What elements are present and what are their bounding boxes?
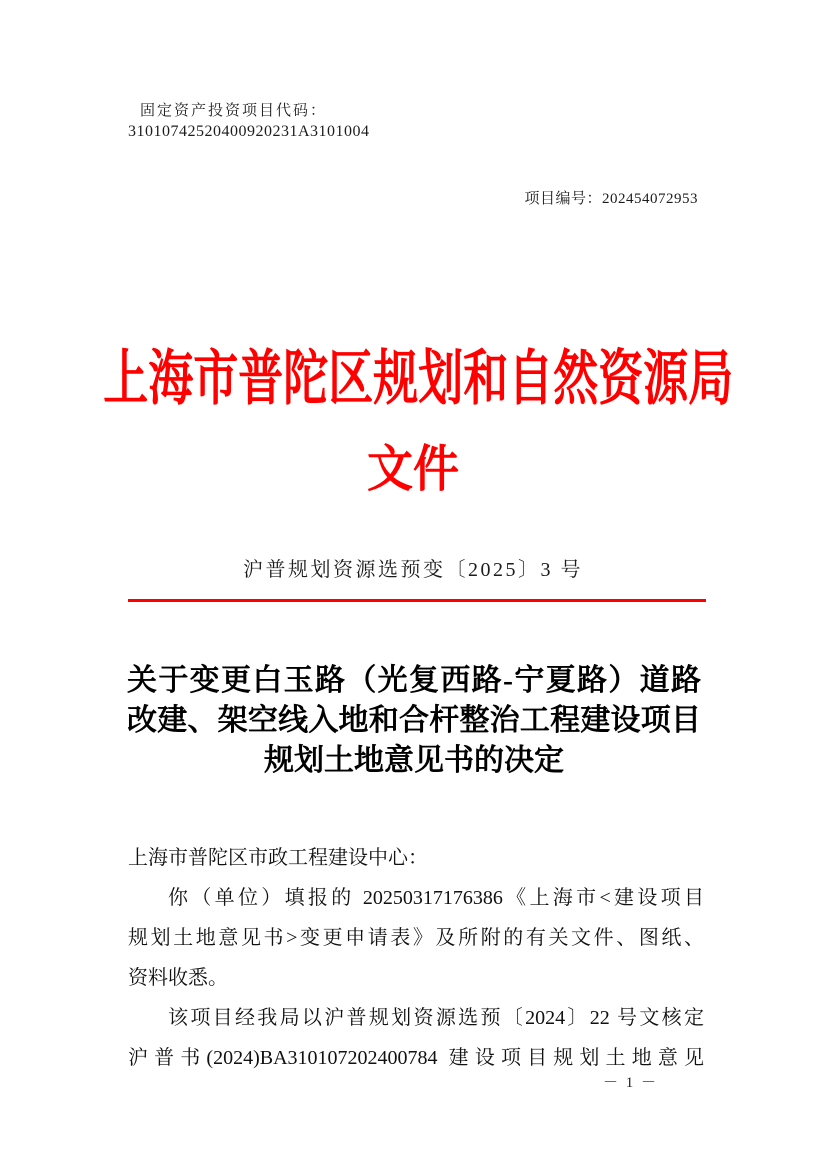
fixed-asset-code-value: 31010742520400920231A3101004 (128, 123, 370, 140)
decision-title (127, 661, 701, 781)
agency-masthead-title: 上海市普陀区规划和自然资源局 (103, 346, 734, 412)
project-number-value: 202454072953 (602, 191, 698, 207)
project-number-label: 项目编号： (524, 191, 602, 207)
recipient-line: 上海市普陀区市政工程建设中心： (128, 847, 428, 869)
body-line-6: 沪普书(2024)BA310107202400784 建设项目规划土地意见 (128, 1047, 704, 1069)
page-number: － 1 － (603, 1075, 659, 1091)
doc-type-title: 文件 (366, 441, 459, 497)
project-number (524, 187, 698, 208)
body-line-5: 该项目经我局以沪普规划资源选预〔2024〕22 号文核定 (168, 1007, 704, 1029)
red-divider-line (128, 599, 706, 602)
body-line-4: 资料收悉。 (128, 967, 228, 989)
body-line-2: 你（单位）填报的 20250317176386《上海市<建设项目 (168, 887, 704, 909)
fixed-asset-code-label: 固定资产投资项目代码： (140, 103, 328, 119)
decision-title-line-2: 改建、架空线入地和合杆整治工程建设项目 (127, 704, 701, 737)
decision-title-line-3: 规划土地意见书的决定 (264, 744, 564, 777)
doc-number: 沪普规划资源选预变〔2025〕3 号 (243, 559, 583, 581)
body-line-3: 规划土地意见书>变更申请表》及所附的有关文件、图纸、 (128, 927, 704, 949)
document-body (128, 838, 704, 1078)
decision-title-line-1: 关于变更白玉路（光复西路-宁夏路）道路 (127, 664, 701, 697)
